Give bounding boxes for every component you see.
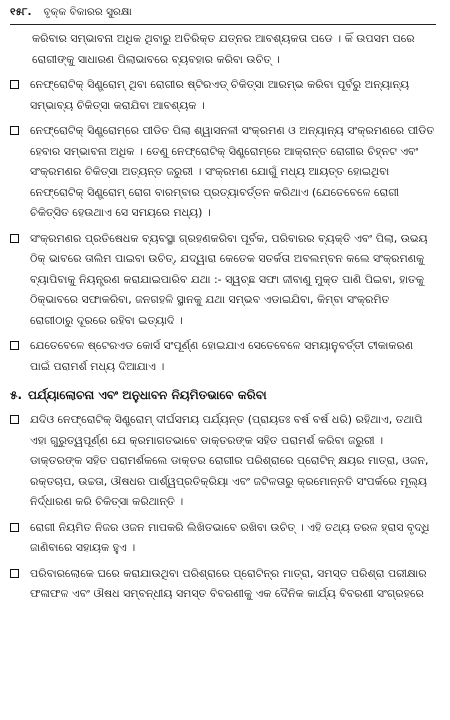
list-item	[10, 229, 436, 332]
list-item-text: ରୋଗୀ ନିୟମିତ ନିଜର ଓଜନ ମାପକରି ଲିଖିତଭାବେ ରଖିବା ଉଚିତ୍ । ଏହି ତଥ୍ୟ ତରଳ ହ୍ରାସ ବୃଦ୍ଧି ଜାଣିବାରେ ସହାୟକ ହୁଏ ।	[30, 520, 430, 554]
list-item-text: ପରିବାରଲୋକେ ଘରେ କରାଯାଉଥିବା ପରିଶ୍ରାରେ ପ୍ରୋଟିନ୍‌ର ମାତ୍ରା, ସମସ୍ତ ପରିଶ୍ରା ପରୀକ୍ଷାର ଫଳାଫଳ ଏବଂ ଔଷଧ ସମ୍ବନ୍ଧୀୟ ସମସ୍ତ ବିବରଣୀକୁ ଏକ ଦୈନିକ କାର୍ଯ୍ୟ ବିବରଣୀ ସଂଗ୍ରହରେ	[30, 566, 427, 600]
section-heading	[10, 385, 436, 405]
list-item	[10, 410, 436, 513]
list-item	[10, 75, 436, 116]
list-item-text: ଯଦିଓ ନେଫ୍ରୋଟିକ୍ ସିଣ୍ଡ୍ରୋମ୍ ଦୀର୍ଘସମୟ ପର୍ଯ୍ୟନ୍ତ (ପ୍ରାୟତଃ ବର୍ଷ ବର୍ଷ ଧରି) ରହିଥାଏ, ତଥାପି ଏହା ଗୁରୁତ୍ୱପୂର୍ଣ୍ଣ ଯେ କ୍ରମାଗତଭାବେ ଡାକ୍ତରଙ୍କ ସହିତ ପରାମର୍ଶ କରିବା ଜରୁରୀ । ଡାକ୍ତରଙ୍କ ସହିତ ପରାମର୍ଶକଲେ ଡାକ୍ତର ରୋଗୀର ପରିଶ୍ରାରେ ପ୍ରୋଟିନ୍ କ୍ଷୟର ମାତ୍ରା, ଓଜନ, ରକ୍ତଚାପ, ଉଚ୍ଚତା, ଔଷଧର ପାର୍ଶ୍ୱପ୍ରତିକ୍ରିୟା ଏବଂ ଜଟିଳତାରୁ କ୍ରମୋନ୍ନତି ସଂପର୍କରେ ମୂଲ୍ୟ ନିର୍ଦ୍ଧାରଣ କରି ଚିକିତ୍ସା କରିଥାନ୍ତି ।	[30, 413, 429, 508]
list-item-text: ସଂକ୍ରମଣର ପ୍ରତିଷେଧକ ବ୍ୟବସ୍ଥା ଗ୍ରହଣକରିବା ପୂର୍ବକ, ପରିବାରର ବ୍ୟକ୍ତି ଏବଂ ପିଲା, ଉଭୟ ଠିକ୍ ଭାବରେ ତାଲିମ ପାଇବା ଉଚିତ୍, ଯଦ୍ୱାରା କେତେକ ସତର୍କତା ଅବଲମ୍ବନ କଲେ ସଂକ୍ରମଣକୁ ବ୍ୟାପିବାକୁ ନିୟନ୍ତ୍ରଣ କରାଯାଇପାରିବ ଯଥା :- ସ୍ୱଚ୍ଛ ସଫା ଜୀବାଣୁ ମୁକ୍ତ ପାଣି ପିଇବା, ହାତକୁ ଠିକ୍‌ଭାବରେ ସଫାକରିବା, ଜନଗହଳି ସ୍ଥାନକୁ ଯଥା ସମ୍ଭବ ଏଡାଇଯିବା, କିମ୍ବା ସଂକ୍ରମିତ ରୋଗୀଠାରୁ ଦୂରରେ ରହିବା ଇତ୍ୟାଦି ।	[30, 231, 428, 327]
intro-paragraph: କରିବାର ସମ୍ଭାବନା ଅଧିକ ଥିବାରୁ ଅତିରିକ୍ତ ଯତ୍ନର ଆବଶ୍ୟକତା ପଡେ । କିଁ ଉପସମ ପରେ ରୋଗୀଙ୍କୁ ସାଧାରଣ ପିଲାଭାବରେ ବ୍ୟବହାର କରିବା ଉଚିତ୍ ।	[32, 32, 415, 66]
list-item	[10, 121, 436, 224]
checkbox-bullet-icon	[10, 234, 19, 243]
list-item-text: ନେଫ୍ରୋଟିକ୍ ସିଣ୍ଡ୍ରୋମ୍ ଥିବା ରୋଗୀର ଷ୍ଟିରଏଡ୍ ଚିକିତ୍ସା ଆରମ୍ଭ କରିବା ପୂର୍ବରୁ ଅନ୍ୟାନ୍ୟ ସମ୍ଭାବ୍ୟ ଚିକିତ୍ସା କରାଯିବା ଆବଶ୍ୟକ ।	[30, 78, 410, 112]
section-title: ପର୍ଯ୍ୟାଲୋଚନା ଏବଂ ଅନୁଧାବନ ନିୟମିତଭାବେ କରିବା	[28, 388, 267, 402]
page-number: ୧୫୮.	[10, 6, 32, 18]
page-content	[10, 25, 436, 605]
checkbox-bullet-icon	[10, 126, 19, 135]
list-item-text: ନେଫ୍ରୋଟିକ୍ ସିଣ୍ଡ୍ରୋମ୍‌ରେ ପୀଡିତ ପିଲା ଶ୍ୱାସନଳୀ ସଂକ୍ରମଣ ଓ ଅନ୍ୟାନ୍ୟ ସଂକ୍ରମଣରେ ପୀଡିତ ହେବାର ସମ୍ଭାବନା ଅଧିକ । ତେଣୁ ନେଫ୍ରୋଟିକ୍ ସିଣ୍ଡ୍ରୋମ୍‌ରେ ଆକ୍ରାନ୍ତ ରୋଗୀର ଚିହ୍ନଟ ଏବଂ ସଂକ୍ରମଣର ଚିକିତ୍ସା ଅତ୍ୟନ୍ତ ଜରୁରୀ । ସଂକ୍ରମଣ ଯୋଗୁଁ ମଧ୍ୟ ଆୟତ୍ତ ହୋଇଥିବା ନେଫ୍ରୋଟିକ୍ ସିଣ୍ଡ୍ରୋମ୍ ରୋଗ ବାରମ୍ବାର ପ୍ରତ୍ୟାବର୍ତ୍ତନ କରିଥାଏ (ଯେତେବେଳେ ରୋଗୀ ଚିକିତ୍ସିତ ହେଉଥାଏ ସେ ସମୟରେ ମଧ୍ୟ) ।	[30, 124, 435, 219]
checkbox-bullet-icon	[10, 341, 19, 350]
running-header	[10, 6, 436, 25]
list-item	[10, 336, 436, 377]
list-item	[10, 518, 436, 559]
checkbox-bullet-icon	[10, 523, 19, 532]
checkbox-bullet-icon	[10, 569, 19, 578]
section-number: ୫.	[10, 388, 23, 402]
checkbox-bullet-icon	[10, 415, 19, 424]
list-item	[10, 564, 436, 605]
list-item-text: ଯେତେବେଳେ ଷ୍ଟେରଏଡ କୋର୍ସ ସଂପୂର୍ଣ୍ଣ ହୋଇଯାଏ ସେତେବେଳେ ସମୟାନୁବର୍ତ୍ତୀ ଟୀକାକରଣ ପାଇଁ ପରାମର୍ଶ ମଧ୍ୟ ଦିଆଯାଏ ।	[30, 339, 414, 373]
checkbox-bullet-icon	[10, 80, 19, 89]
book-title: ବୃକ୍କ ବିକାରର ସୁରକ୍ଷା	[43, 6, 132, 18]
